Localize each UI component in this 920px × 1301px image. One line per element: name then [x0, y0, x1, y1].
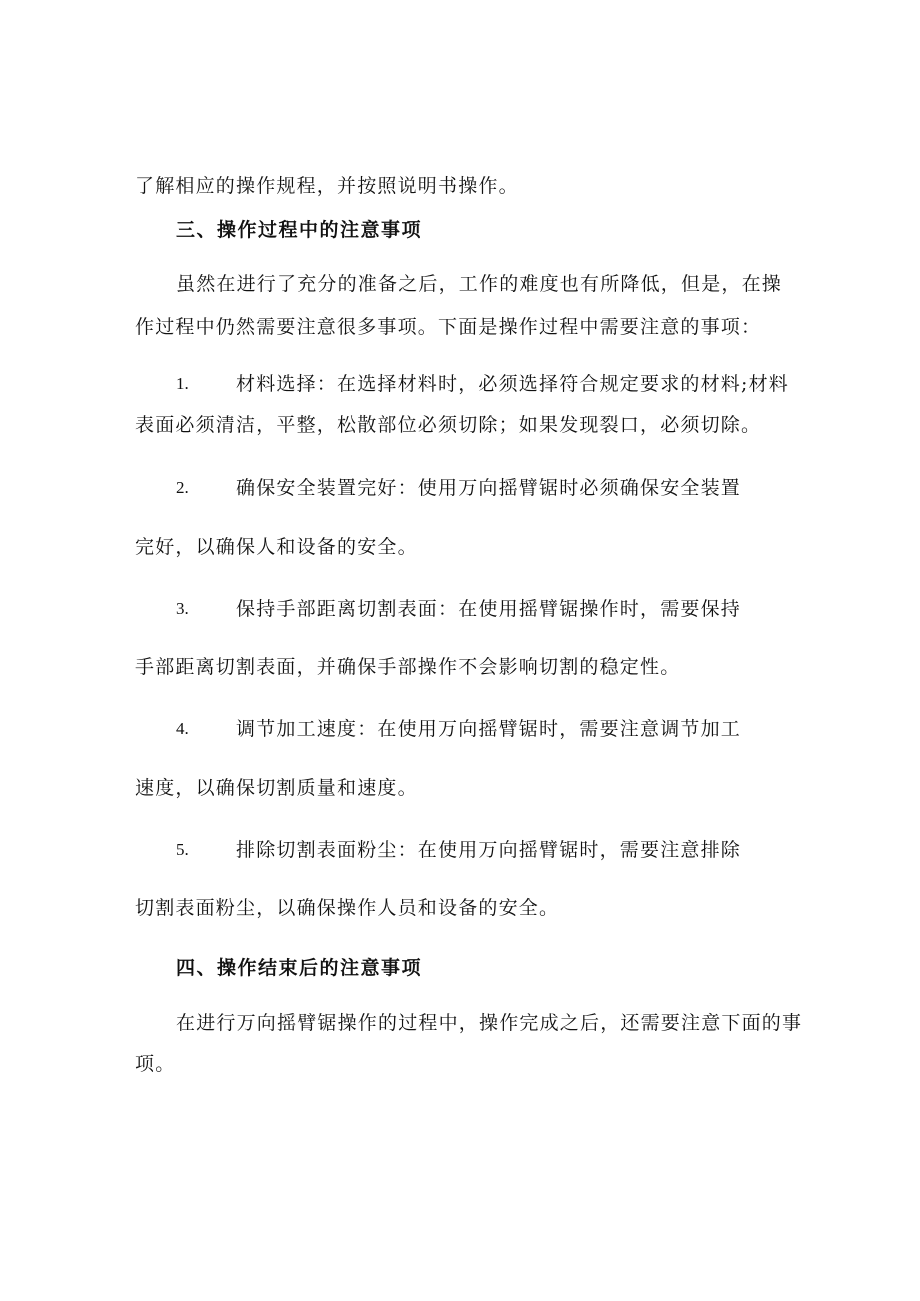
list-item-number: 2. — [176, 478, 189, 497]
section4-para-line2: 项。 — [135, 1053, 176, 1075]
section4-heading: 四、操作结束后的注意事项 — [176, 957, 423, 979]
list-item-line1: 排除切割表面粉尘：在使用万向摇臂锯时，需要注意排除 — [236, 839, 742, 861]
list-item-line1: 材料选择：在选择材料时，必须选择符合规定要求的材料;材料 — [236, 373, 790, 395]
list-item-number: 4. — [176, 719, 189, 738]
list-item-line1: 调节加工速度：在使用万向摇臂锯时，需要注意调节加工 — [236, 718, 742, 740]
list-item-line2: 切割表面粉尘，以确保操作人员和设备的安全。 — [135, 897, 560, 919]
list-item-line2: 完好，以确保人和设备的安全。 — [135, 536, 418, 558]
section3-heading: 三、操作过程中的注意事项 — [176, 219, 423, 241]
list-item-number: 3. — [176, 599, 189, 618]
intro-tail-text: 了解相应的操作规程，并按照说明书操作。 — [135, 175, 519, 197]
list-item-line2: 表面必须清洁，平整，松散部位必须切除；如果发现裂口，必须切除。 — [135, 414, 762, 436]
list-item-line2: 手部距离切割表面，并确保手部操作不会影响切割的稳定性。 — [135, 656, 681, 678]
list-item-line1: 确保安全装置完好：使用万向摇臂锯时必须确保安全装置 — [236, 477, 742, 499]
list-item-line2: 速度，以确保切割质量和速度。 — [135, 777, 418, 799]
section4-para-line1: 在进行万向摇臂锯操作的过程中，操作完成之后，还需要注意下面的事 — [176, 1012, 803, 1034]
list-item-number: 5. — [176, 840, 189, 859]
list-item-line1: 保持手部距离切割表面：在使用摇臂锯操作时，需要保持 — [236, 598, 742, 620]
section3-para-line1: 虽然在进行了充分的准备之后，工作的难度也有所降低，但是，在操 — [176, 273, 783, 295]
list-item-number: 1. — [176, 374, 189, 393]
section3-para-line2: 作过程中仍然需要注意很多事项。下面是操作过程中需要注意的事项： — [135, 316, 762, 338]
